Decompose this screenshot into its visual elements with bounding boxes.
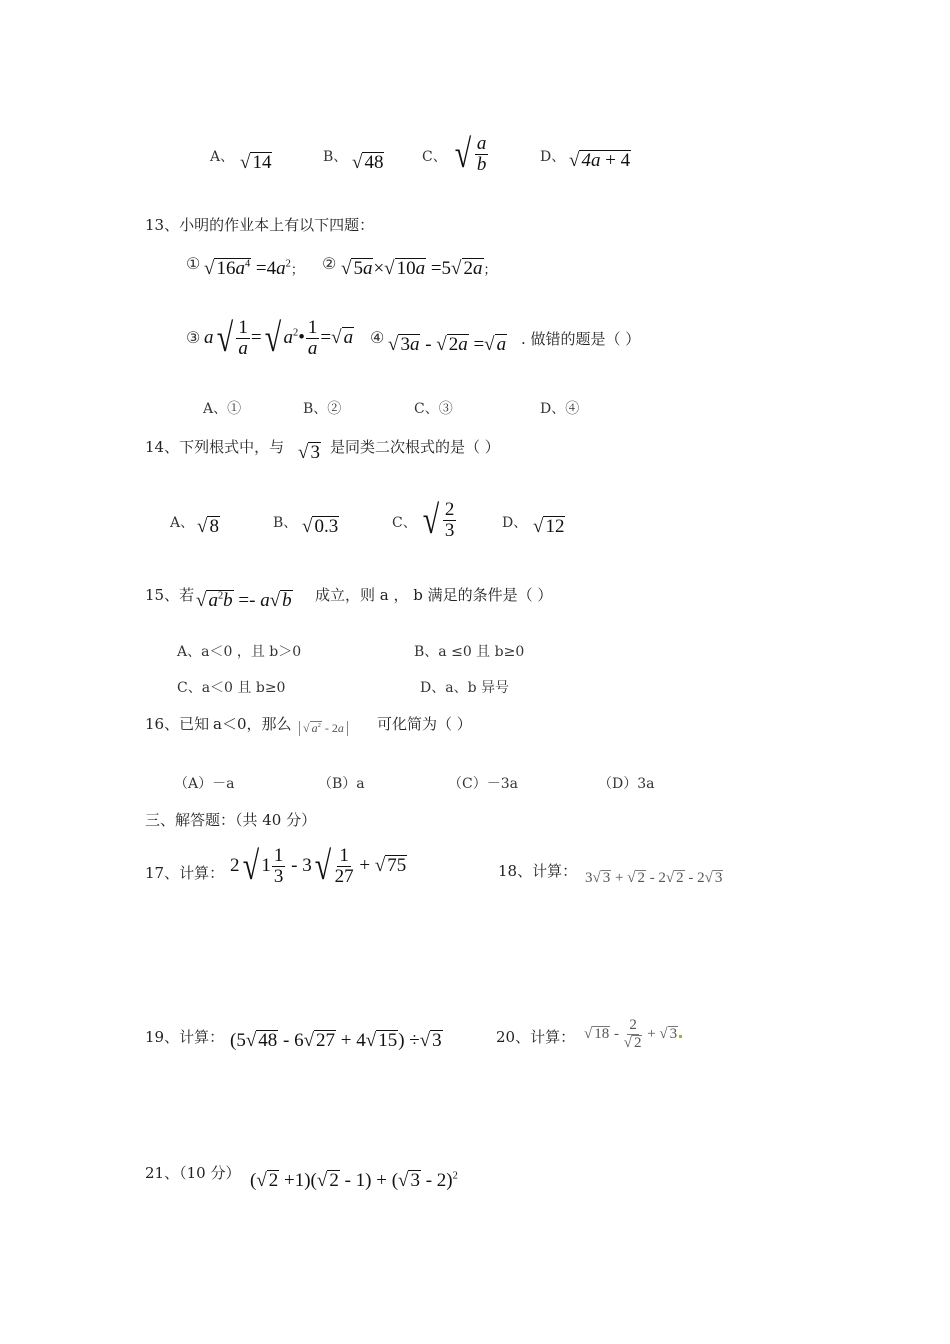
q13-item-1-number: ① <box>186 254 201 273</box>
q12-option-a-label: A、 <box>210 149 235 165</box>
q16-option-a: （A）－a <box>174 776 235 792</box>
q13-item-3-number: ③ <box>186 328 201 347</box>
q17-expression: 2√ 1 $\frac{1}{3}$ - 3√ $\frac{1}{27}$ + √ 75 <box>230 843 407 889</box>
q16-condition: a＜0，那么 <box>213 715 292 733</box>
q14-option-a-label: A、 <box>170 515 195 531</box>
q18-label: 18、计算： <box>498 862 578 880</box>
q12-option-c-label: C、 <box>422 149 447 165</box>
q13-item-2-math: √ 5a×√ 10a =5√ 2a； <box>341 258 497 279</box>
q14-stem-math: √ 3 <box>298 442 320 463</box>
q21-expression: (√ 2 +1)(√ 2 - 1) + (√ 3 - 2)$^2$ <box>250 1170 458 1191</box>
q13-option-b: B、② <box>303 401 342 417</box>
q16-option-b: （B）a <box>318 776 365 792</box>
q16-option-d: （D）3a <box>598 776 655 792</box>
q19-label: 19、计算： <box>145 1028 225 1046</box>
q16-option-c: （C）－3a <box>448 776 518 792</box>
q16-expression: √ $a^2 - 2a$ <box>299 721 348 736</box>
q13-item-1-math: √ $16a^4 =4a^2$； <box>204 258 304 279</box>
q12-option-d-math: √ 4a + 4 <box>569 150 631 171</box>
q20-label: 20、计算： <box>496 1028 576 1046</box>
q20-expression: √ 18 - $\frac{2}{√ 2}$ + √ 3 <box>584 1018 683 1052</box>
q13-option-a: A、① <box>203 401 242 417</box>
q12-option-c-math: √ $\frac{a}{b}$ <box>454 131 487 177</box>
q15-stem-part2: 成立，则 a ， b 满足的条件是（ ） <box>315 586 553 604</box>
q16-stem-part2: 可化简为（ ） <box>377 715 472 733</box>
q14-option-c-label: C、 <box>392 515 417 531</box>
section-3-heading: 三、解答题：（共 40 分） <box>145 811 317 829</box>
q18-expression: 3√ 3 + √ 2 - 2√ 2 - 2√ 3 <box>585 870 723 886</box>
q17-label: 17、计算： <box>145 864 225 882</box>
q13-item-3-math: a√ $\frac{1}{a}$ =√ $a^2•$ $\frac{1}{a}$ =√ a <box>204 315 354 361</box>
q14-option-b-label: B、 <box>273 515 298 531</box>
q16-stem-part1: 16、已知 <box>145 715 210 733</box>
q14-option-b-math: √ 0.3 <box>302 516 339 537</box>
q12-option-b-label: B、 <box>323 149 348 165</box>
q13-item-4-math: √ 3a - √ 2a =√ a <box>388 334 507 355</box>
q14-option-c-math: √ $\frac{2}{3}$ <box>422 497 455 543</box>
q13-item-4-number: ④ <box>370 328 385 347</box>
q13-question-tail: . 做错的题是（ ） <box>521 330 641 348</box>
q15-option-b: B、a ≤0 且 b≥0 <box>414 644 525 660</box>
q15-option-a: A、a＜0 ，且 b＞0 <box>177 644 302 660</box>
q14-stem-part2: 是同类二次根式的是（ ） <box>330 438 500 456</box>
q21-label: 21、（10 分） <box>145 1164 241 1182</box>
q15-stem-part1: 15、若 <box>145 586 195 604</box>
q14-option-d-label: D、 <box>502 515 528 531</box>
q19-expression: (5√ 48 - 6√ 27 + 4√ 15) ÷√ 3 <box>230 1030 442 1051</box>
q13-option-c: C、③ <box>414 401 453 417</box>
q12-option-a-math: √ 14 <box>240 152 272 173</box>
q12-option-d-label: D、 <box>540 149 566 165</box>
q15-option-c: C、a＜0 且 b≥0 <box>177 680 286 696</box>
q13-option-d: D、④ <box>540 401 580 417</box>
q15-option-d: D、a、b 异号 <box>420 680 509 696</box>
q14-option-a-math: √ 8 <box>197 516 219 537</box>
q12-option-b-math: √ 48 <box>352 152 384 173</box>
q15-stem-math: √ $a^2b =- a√$ b <box>196 590 292 611</box>
q13-stem: 13、小明的作业本上有以下四题： <box>145 216 375 234</box>
q14-stem-part1: 14、下列根式中，与 <box>145 438 285 456</box>
q13-item-2-number: ② <box>322 254 337 273</box>
q14-option-d-math: √ 12 <box>533 516 565 537</box>
